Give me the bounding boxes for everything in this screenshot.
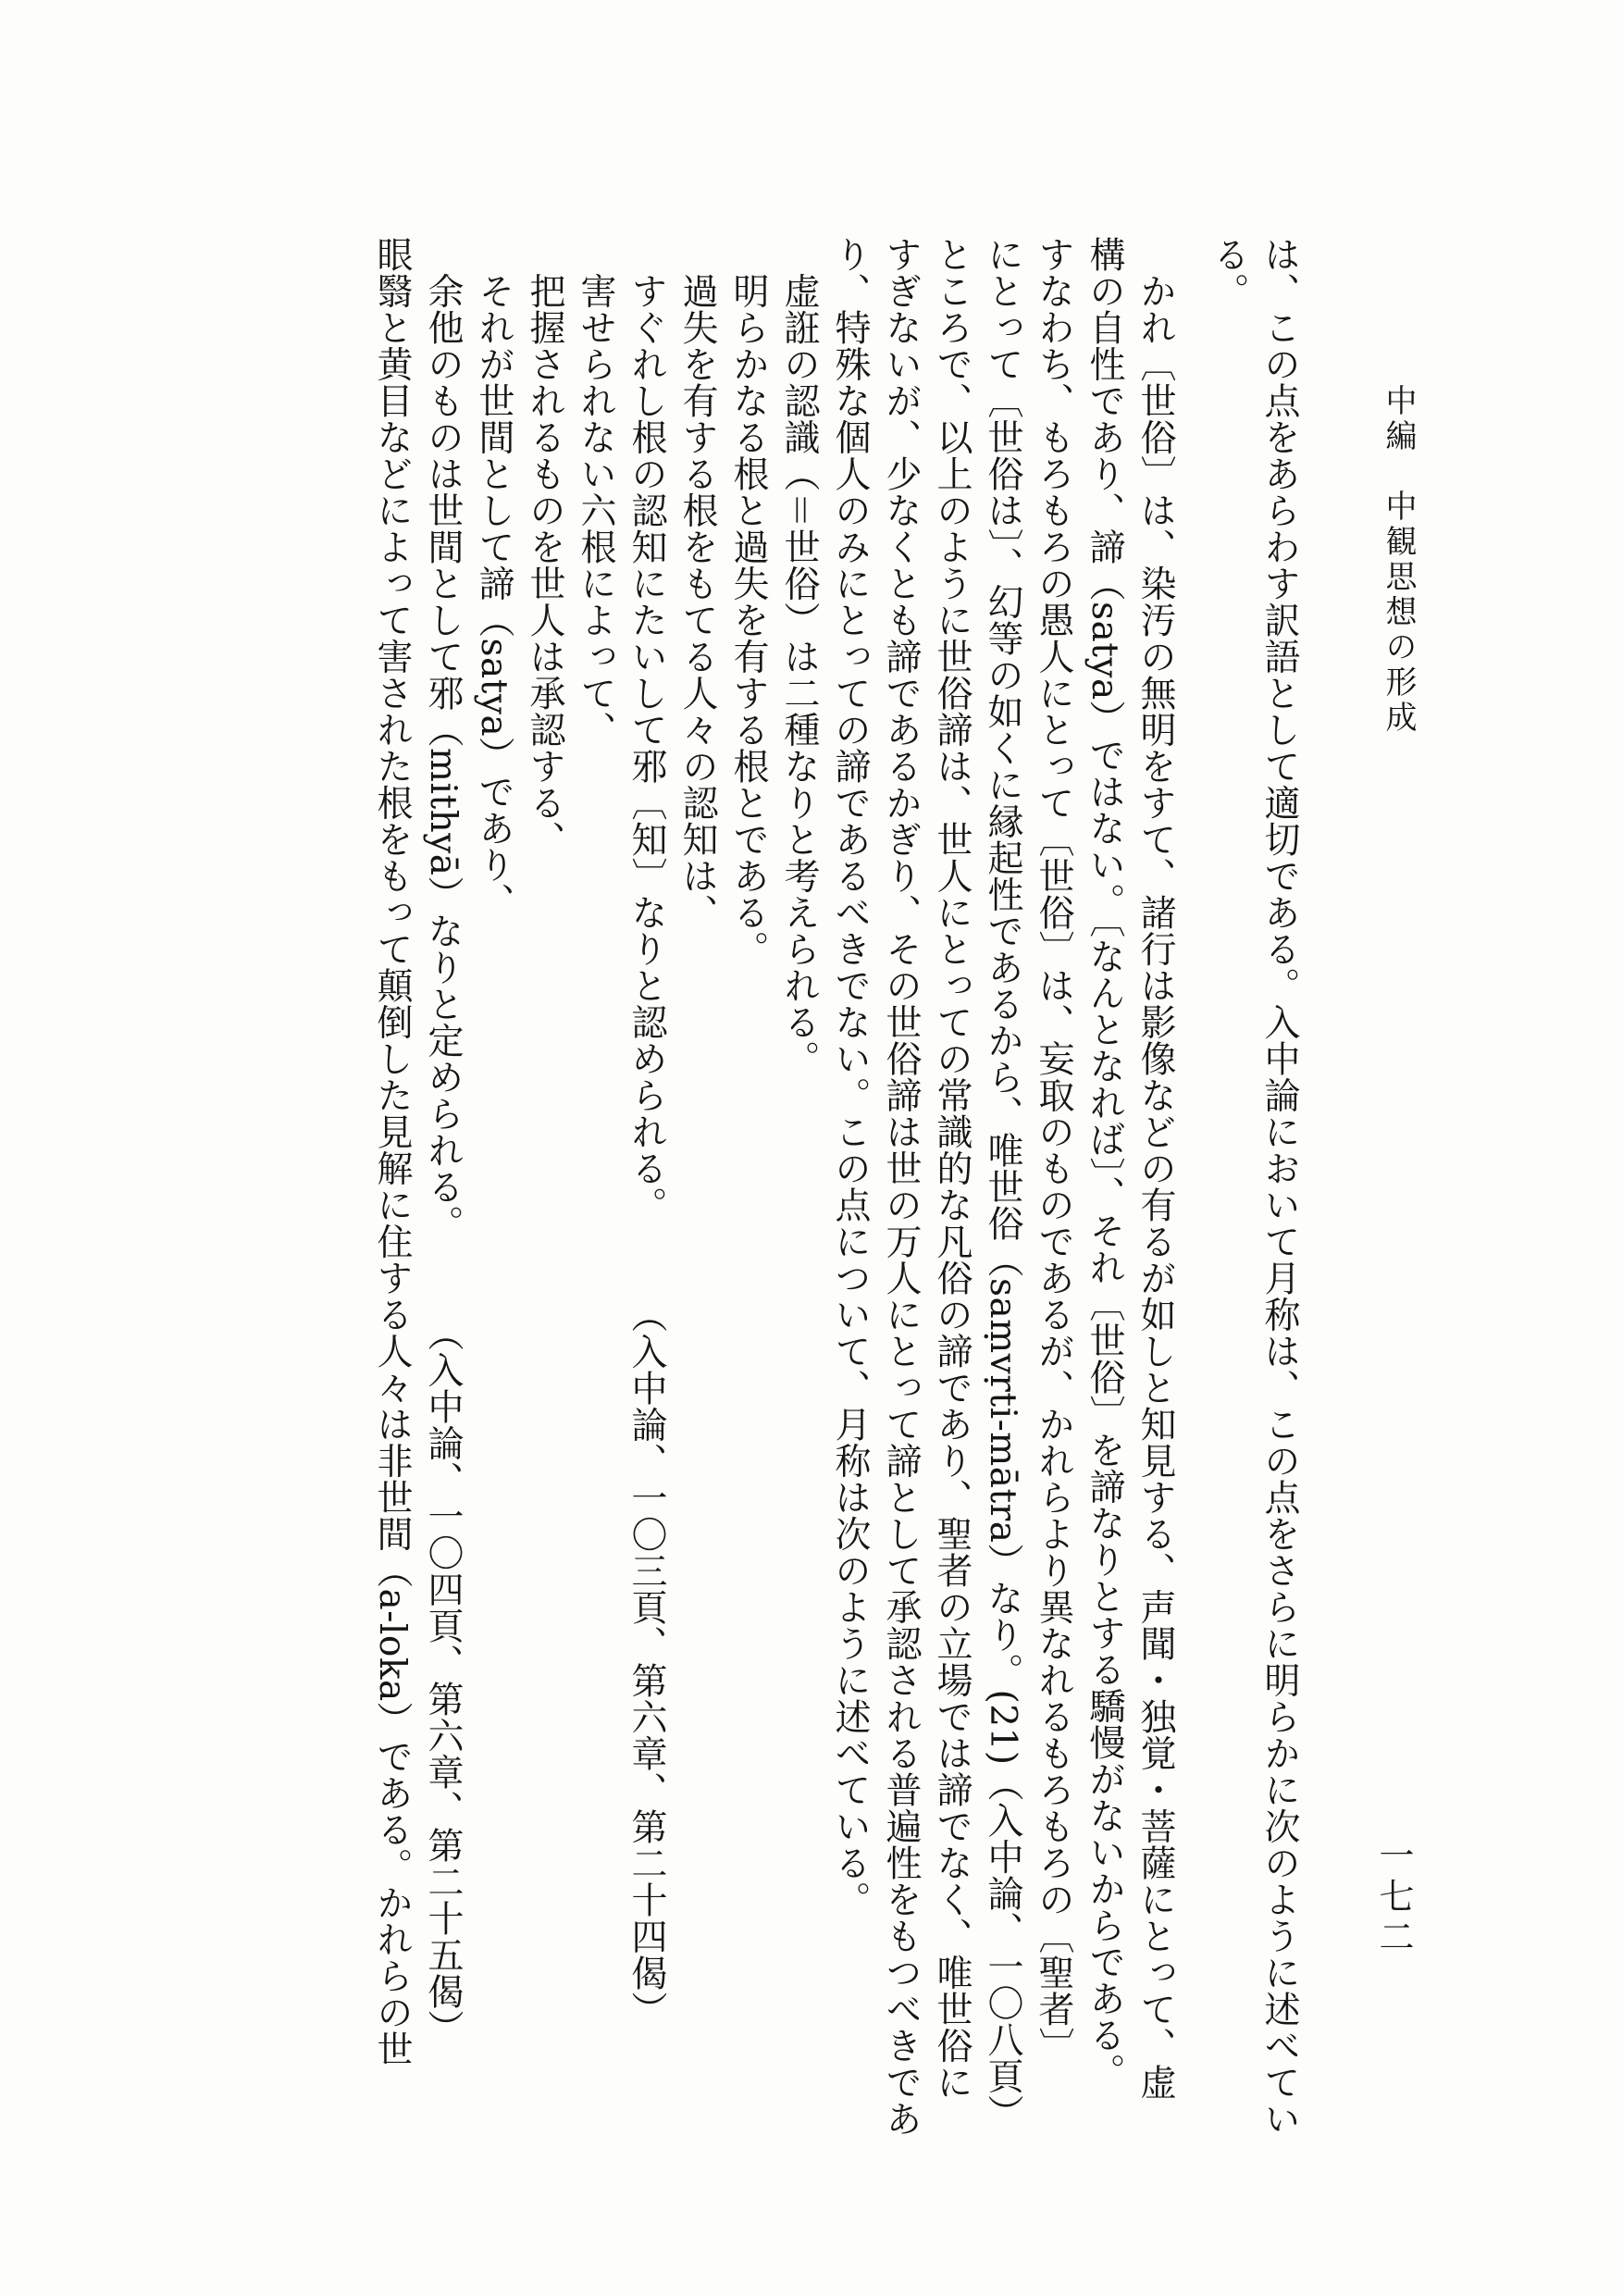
text-line: ところで、以上のように世俗諦は、世人にとっての常識的な凡俗の諦であり、聖者の立場では諦でなく、唯世俗に <box>931 236 973 2101</box>
verse-line: 過失を有する根をもてる人々の認知は、 <box>676 236 718 931</box>
text-line: は、この点をあらわす訳語として適切である。入中論において月称は、この点をさらに明らかに次のように述べてい <box>1258 236 1300 2137</box>
verse-line: 虚誑の認識（＝世俗）は二種なりと考えられる。 <box>778 236 820 1077</box>
text-line: すぎないが、少なくとも諦であるかぎり、その世俗諦は世の万人にとって諦として承認される普遍性をもつべきであ <box>880 236 922 2137</box>
verse-line: すぐれし根の認知にたいして邪〔知〕なりと認められる。 （入中論、一〇三頁、第六章、第二十四偈） <box>626 236 667 2028</box>
verse-line: 余他のものは世間として邪（mithyā）なりと定められる。 （入中論、一〇四頁、第六章、第二十五偈） <box>422 236 464 2047</box>
quote-line: 構の自性であり、諦（satya）ではない。〔なんとなれば〕、それ〔世俗〕を諦なりとする驕慢がないからである。 <box>1084 236 1125 2091</box>
verse-line: それが世間として諦（satya）であり、 <box>473 236 514 920</box>
page-number: 一七二 <box>1373 1837 1414 1959</box>
text-line: 眼翳と黄目などによって害された根をもって顛倒した見解に住する人々は非世間（a-loka）である。かれらの世 <box>371 236 413 2067</box>
quote-line: かれ〔世俗〕は、染汚の無明をすて、諸行は影像などの有るが如しと知見する、声聞・独覚・菩薩にとって、虚 <box>1134 236 1176 2101</box>
vertical-text-body <box>185 236 1305 2137</box>
paragraph-gap <box>1181 236 1203 2059</box>
text-line: り、特殊な個人のみにとっての諦であるべきでない。この点について、月称は次のように述べている。 <box>829 236 871 1917</box>
quote-line: にとって〔世俗は〕、幻等の如くに縁起性であるから、唯世俗（saṃvṛti-mātra）なり。(21)（入中論、一〇八頁） <box>982 236 1023 2131</box>
quote-line: すなわち、もろもろの愚人にとって〔世俗〕は、妄取のものであるが、かれらより異なれるもろもろの〔聖者〕 <box>1033 236 1074 2064</box>
running-header-title: 中編 中観思想の形成 <box>1380 384 1417 736</box>
verse-line: 把握されるものを世人は承認する、 <box>524 236 565 858</box>
verse-line: 害せられない六根によって、 <box>575 236 616 748</box>
text-line: る。 <box>1208 236 1249 309</box>
verse-line: 明らかなる根と過失を有する根とである。 <box>727 236 769 967</box>
